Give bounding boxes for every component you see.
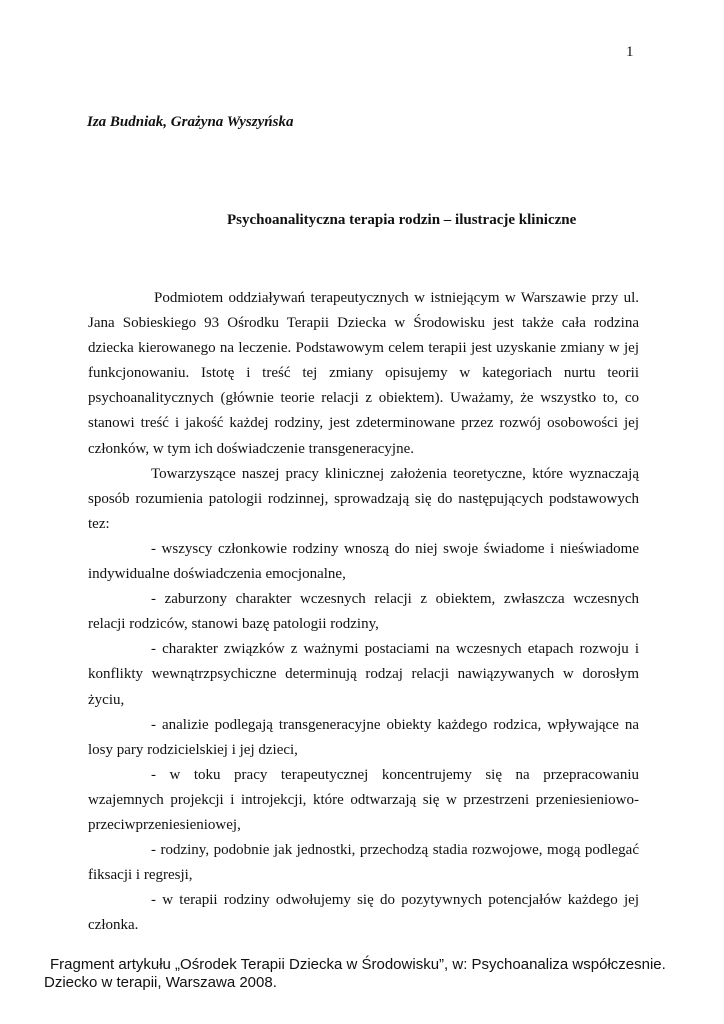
thesis-item: - analizie podlegają transgeneracyjne obiekty każdego rodzica, wpływające na losy pary rodzicielskiej i jej dzieci, bbox=[88, 716, 639, 758]
thesis-item: - zaburzony charakter wczesnych relacji z obiektem, zwłaszcza wczesnych relacji rodziców, stanowi bazę patologii rodziny, bbox=[88, 591, 639, 633]
article-title: Psychoanalityczna terapia rodzin – ilustracje kliniczne bbox=[227, 212, 577, 228]
thesis-item: - charakter związków z ważnymi postaciami na wczesnych etapach rozwoju i konflikty wewnątrzpsychiczne determinują rodzaj relacji nawiązywanych w dorosłym życiu, bbox=[88, 641, 639, 708]
footnote-line-1: Fragment artykułu „Ośrodek Terapii Dziecka w Środowisku”, w: Psychoanaliza współczesnie. bbox=[50, 956, 666, 973]
thesis-item: - wszyscy członkowie rodziny wnoszą do niej swoje świadome i nieświadome indywidualne doświadczenia emocjonalne, bbox=[88, 540, 639, 583]
thesis-item: - w terapii rodziny odwołujemy się do pozytywnych potencjałów każdego jej członka. bbox=[88, 892, 639, 934]
source-footnote bbox=[44, 956, 684, 992]
paragraph-assumptions: Towarzyszące naszej pracy klinicznej założenia teoretyczne, które wyznaczają sposób rozumienia patologii rodzinnej, sprowadzają się do następujących podstawowych tez: bbox=[88, 465, 639, 532]
page-number: 1 bbox=[626, 44, 634, 60]
footnote-line-2: Dziecko w terapii, Warszawa 2008. bbox=[44, 974, 277, 991]
article-authors: Iza Budniak, Grażyna Wyszyńska bbox=[87, 114, 294, 130]
paragraph-intro: Podmiotem oddziaływań terapeutycznych w istniejącym w Warszawie przy ul. Jana Sobieskiego 93 Ośrodku Terapii Dziecka w Środowisku jest także cała rodzina dziecka kierowanego na leczenie. Podstawowym celem terapii jest uzyskanie zmiany w jej funkcjonowaniu. Istotę i treść tej zmiany opisujemy w kategoriach nurtu teorii psychoanalitycznych (głównie teorie relacji z obiektem). Uważamy, że wszystko to, co stanowi treść i jakość każdej rodziny, jest zdeterminowane przez rozwój osobowości jej członków, w tym ich doświadczenie transgeneracyjne. bbox=[88, 290, 639, 457]
thesis-item: - rodziny, podobnie jak jednostki, przechodzą stadia rozwojowe, mogą podlegać fiksacji i regresji, bbox=[88, 842, 639, 884]
article-body bbox=[88, 286, 639, 938]
thesis-item: - w toku pracy terapeutycznej koncentrujemy się na przepracowaniu wzajemnych projekcji i introjekcji, które odtwarzają się w przestrzeni przeniesieniowo-przeciwprzeniesieniowej, bbox=[88, 766, 639, 833]
